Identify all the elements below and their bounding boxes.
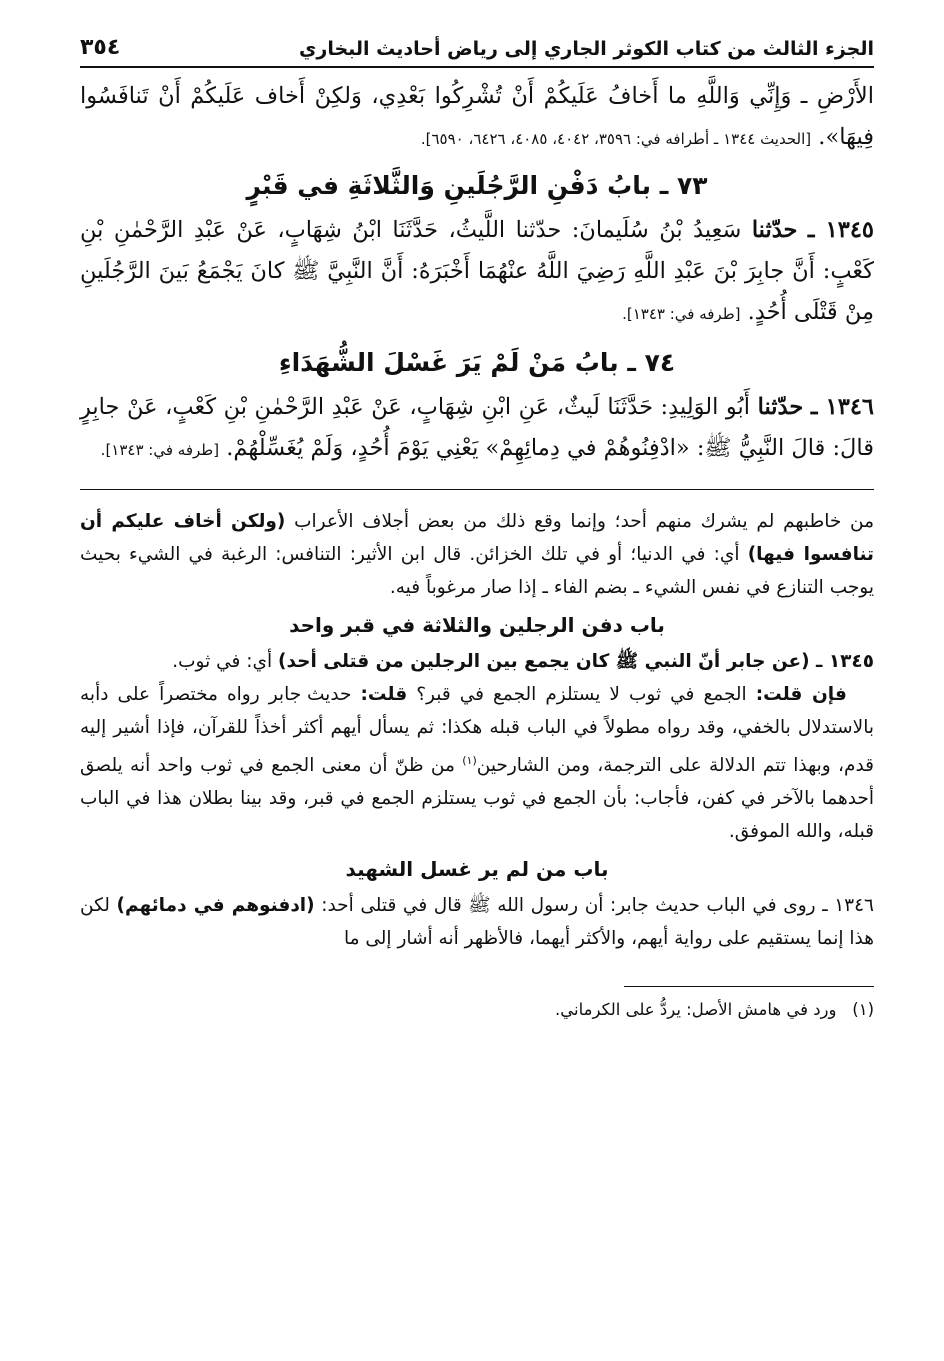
sharh-text: حديث جابر رواه مختصراً على دأبه بالاستدلال بالخفي، وقد رواه مطولاً في الباب قبله هكذا: ثم يسأل أيهم أكثر أخذاً للقرآن، فإذا أشير إليه قدم، وبهذا تتم الدلالة على الترجمة، ومن الشارحين [80, 684, 874, 776]
haddathana: حدّثنا [757, 394, 804, 420]
sharh-section [80, 506, 874, 956]
sharh-subheading: باب دفن الرجلين والثلاثة في قبر واحد [289, 613, 665, 638]
hadith-1346 [80, 387, 874, 471]
carryover-hadith [80, 76, 874, 160]
sharh-text: أي: في الدنيا؛ أو في تلك الخزائن. قال ابن الأثير: التنافس: الرغبة في الشيء بحيث يوجب التنازع في نفس الشيء ـ بضم الفاء ـ إذا صار مرغوباً فيه. [80, 543, 874, 598]
hadith-number: ١٣٤٥ ـ [807, 217, 874, 243]
hadith-text: أَبُو الوَلِيدِ: حَدَّثَنَا لَيثٌ، عَنِ ابْنِ شِهَابٍ، عَنْ عَبْدِ الرَّحْمٰنِ بْنِ كَعْبٍ، عَنْ جابِرٍ قالَ: قالَ النَّبِيُّ ﷺ: «ادْفِنُوهُمْ في دِمائِهِمْ» يَعْنِي يَوْمَ أُحُدٍ، وَلَمْ يُغَسِّلْهُمْ. [80, 394, 874, 461]
bab-74-title: ٧٤ ـ بابُ مَنْ لَمْ يَرَ غَسْلَ الشُّهَدَاءِ [278, 348, 676, 377]
carryover-ref: [الحديث ١٣٤٤ ـ أطرافه في: ٣٥٩٦، ٤٠٤٢، ٤٠٨٥، ٦٤٢٦، ٦٥٩٠]. [420, 130, 812, 148]
sharh-text: ١٣٤٦ ـ روى في الباب حديث جابر: أن رسول الله ﷺ قال في قتلى أحد: [321, 895, 874, 917]
hadith-ref: [طرفه في: ١٣٤٣]. [622, 305, 741, 323]
footnote-marker[interactable]: (١) [462, 753, 477, 767]
footnote [80, 997, 874, 1023]
bab-73-title: ٧٣ ـ بابُ دَفْنِ الرَّجُلَينِ وَالثَّلاثَةِ في قَبْرٍ [246, 171, 708, 200]
sharh-subheading: باب من لم ير غسل الشهيد [345, 857, 609, 882]
book-page [80, 28, 874, 1023]
sharh-text: لكن هذا إنما يستقيم على رواية أيهم، والأكثر أيهما، فالأظهر أنه أشار إلى ما [80, 895, 874, 950]
footnote-number: (١) [852, 999, 874, 1019]
sharh-bold: فإن قلت: [755, 684, 847, 706]
running-header [80, 28, 874, 68]
matn-section [80, 76, 874, 471]
header-title: الجزء الثالث من كتاب الكوثر الجاري إلى رياض أحاديث البخاري [298, 38, 874, 60]
sharh-paragraph [80, 679, 874, 848]
footnote-divider [624, 986, 874, 987]
sharh-bold: قلت: [360, 684, 408, 706]
hadith-text: سَعِيدُ بْنُ سُلَيمانَ: حدّثنا اللَّيثُ، حَدَّثَنَا ابْنُ شِهَابٍ، عَنْ عَبْدِ الرَّحْمٰنِ بْنِ كَعْبٍ: أَنَّ جابِرَ بْنَ عَبْدِ اللَّهِ رَضِيَ اللَّهُ عنْهُمَا أَخْبَرَهُ: أَنَّ النَّبِيَّ ﷺ كانَ يَجْمَعُ بَينَ الرَّجُلَينِ مِنْ قَتْلَى أُحُدٍ. [80, 217, 874, 325]
sharh-text: من خاطبهم لم يشرك منهم أحد؛ وإنما وقع ذلك من بعض أجلاف الأعراب [294, 511, 874, 532]
haddathana: حدّثنا [751, 217, 798, 243]
hadith-number: ١٣٤٦ ـ [810, 394, 875, 420]
sharh-text: الجمع في ثوب لا يستلزم الجمع في قبر؟ [416, 684, 747, 706]
sharh-quote: (ولكن أخاف عليكم أن تنافسوا فيها) [80, 511, 875, 565]
sharh-quote: (ادفنوهم في دمائهم) [116, 895, 315, 917]
sharh-paragraph [80, 646, 874, 679]
carryover-text: الأَرْضِ ـ وَإِنِّي وَاللَّهِ ما أَخافُ عَلَيكُمْ أَنْ تُشْرِكُوا بَعْدِي، وَلكِنْ أَخاف عَلَيكُمْ أَنْ تَنافَسُوا فِيهَا». [80, 83, 874, 150]
section-divider [80, 489, 874, 490]
hadith-ref: [طرفه في: ١٣٤٣]. [100, 441, 220, 459]
footnote-text: ورد في هامش الأصل: يردُّ على الكرماني. [555, 999, 837, 1019]
sharh-paragraph [80, 890, 874, 956]
sharh-quote: ١٣٤٥ ـ (عن جابر أنّ النبي ﷺ كان يجمع بين الرجلين من قتلى أحد) [278, 651, 874, 673]
sharh-text: أي: في ثوب. [172, 651, 273, 673]
hadith-1345 [80, 210, 874, 335]
sharh-text: من ظنّ أن معنى الجمع في ثوب واحد أنه يلصق أحدهما بالآخر في كفن، فأجاب: بأن الجمع في ثوب يستلزم الجمع في قبر، وقد بينا بطلان هذا في الباب قبله، والله الموفق. [80, 754, 874, 842]
page-number: ٣٥٤ [80, 35, 121, 60]
sharh-paragraph [80, 506, 874, 604]
